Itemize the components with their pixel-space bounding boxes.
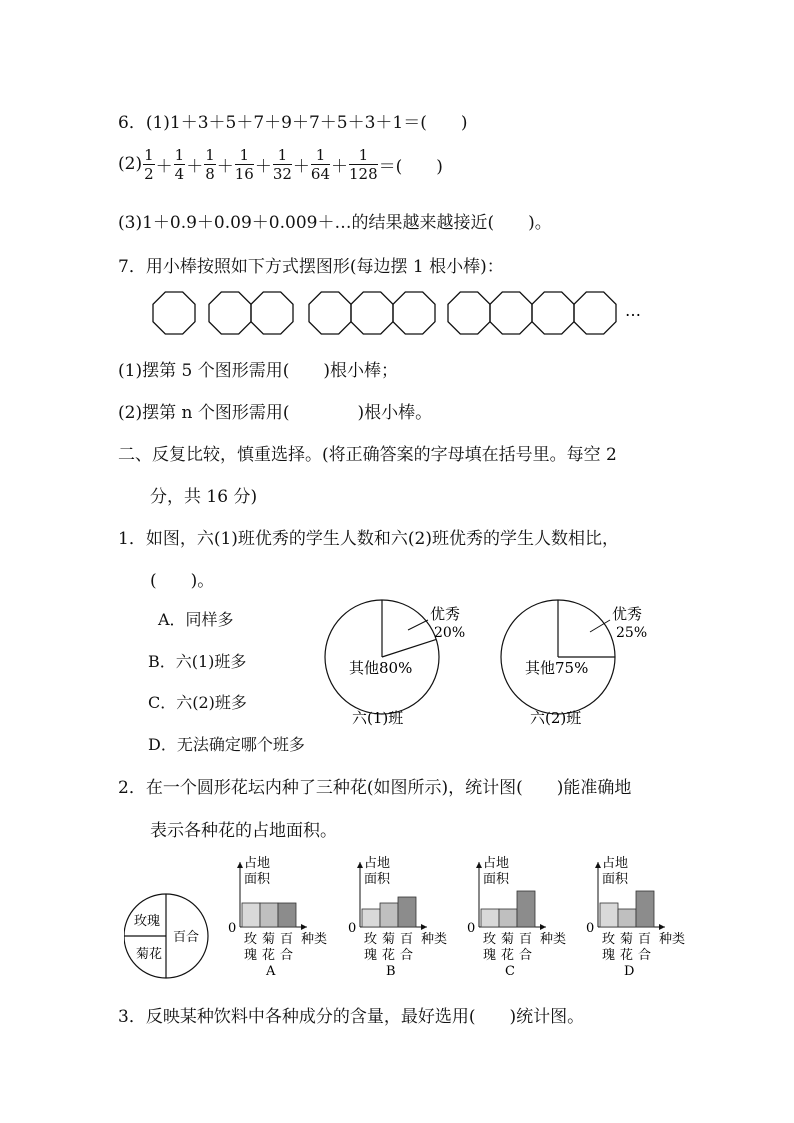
pie1-excellent-value: 20% (434, 625, 466, 641)
s2q2-stem: 2．在一个圆形花坛内种了三种花(如图所示)，统计图( )能准确地 (118, 778, 632, 798)
category-label: 玫 (244, 932, 258, 947)
x-axis-arrow (301, 924, 307, 930)
fraction (349, 146, 378, 183)
s2q2-stem-cont: 表示各种花的占地面积。 (150, 821, 337, 841)
fraction (204, 146, 216, 183)
plus-sign: ＋ (254, 157, 272, 177)
y-axis-label: 面积 (602, 872, 629, 887)
y-axis-arrow (595, 862, 601, 868)
y-axis-label: 占地 (483, 856, 510, 871)
category-label: 玫 (364, 932, 378, 947)
s2q1-option-a: A．同样多 (158, 610, 234, 629)
category-label: 合 (519, 948, 533, 963)
bar (636, 891, 654, 927)
flower-bed-diagram (124, 894, 208, 978)
category-label: 花 (382, 948, 396, 963)
fraction-denominator: 64 (310, 165, 331, 183)
s2q1-option-c: C．六(2)班多 (148, 693, 247, 712)
pie2-excellent-label: 优秀 (612, 605, 643, 623)
q7-stem: 7．用小棒按照如下方式摆图形(每边摆 1 根小棒)： (118, 257, 504, 277)
q6-part2 (118, 146, 443, 183)
fraction-numerator: 1 (311, 146, 330, 165)
octagon-shape (251, 292, 293, 334)
x-axis-arrow (421, 924, 427, 930)
category-label: 花 (620, 948, 634, 963)
category-label: 瑰 (483, 948, 497, 963)
fraction (174, 146, 186, 183)
fraction-numerator: 1 (273, 146, 292, 165)
category-label: 菊 (501, 932, 515, 947)
plus-sign: ＋ (216, 157, 234, 177)
fraction-denominator: 32 (272, 165, 292, 183)
fraction-denominator: 4 (174, 165, 185, 183)
pie1-excellent-label: 优秀 (430, 605, 461, 623)
fraction-numerator: 1 (349, 146, 378, 165)
chart-title: C (505, 964, 515, 979)
y-axis-label: 占地 (602, 856, 629, 871)
figure-ellipsis: … (625, 301, 641, 320)
bar-chart-a (228, 855, 327, 979)
fraction-numerator: 1 (144, 146, 154, 164)
category-label: 瑰 (602, 948, 616, 963)
pie1-other-label: 其他80% (349, 659, 413, 677)
flower-bed-lily: 百合 (173, 930, 200, 945)
origin-label: 0 (467, 921, 476, 936)
x-axis-arrow (540, 924, 546, 930)
y-axis-arrow (237, 862, 243, 868)
flower-bed-chrysanthemum: 菊花 (136, 947, 163, 962)
origin-label: 0 (348, 921, 357, 936)
category-label: 合 (638, 948, 652, 963)
bar (278, 903, 296, 927)
y-axis-label: 占地 (244, 856, 271, 871)
pie-charts (320, 592, 660, 732)
q6-part2-prefix: (2) (118, 154, 143, 174)
plus-sign: ＋ (155, 157, 173, 177)
octagon-shape (448, 292, 490, 334)
category-label: 菊 (620, 932, 634, 947)
y-axis-label: 占地 (364, 856, 391, 871)
q6-part1: 6．(1)1＋3＋5＋7＋9＋7＋5＋3＋1＝( ) (118, 113, 468, 133)
pie1-caption: 六(1)班 (352, 709, 404, 727)
category-label: 花 (262, 948, 276, 963)
bar-chart-d (586, 855, 685, 979)
bar (362, 909, 380, 927)
x-axis-arrow (659, 924, 665, 930)
octagon-shape (490, 292, 532, 334)
octagon-shape (351, 292, 393, 334)
fraction (311, 146, 330, 183)
category-label: 百 (638, 932, 652, 947)
bar (260, 903, 278, 927)
y-axis-label: 面积 (364, 872, 391, 887)
pie-class2 (501, 600, 647, 727)
chart-title: B (386, 964, 396, 979)
y-axis-arrow (357, 862, 363, 868)
octagon-shape (309, 292, 351, 334)
category-label: 菊 (262, 932, 276, 947)
pie2-excellent-value: 25% (616, 625, 648, 641)
category-label: 合 (280, 948, 294, 963)
category-label: 菊 (382, 932, 396, 947)
bar-charts (228, 855, 685, 979)
category-label: 百 (400, 932, 414, 947)
s2q1-blank: ( )。 (150, 571, 215, 591)
flower-bed-rose: 玫瑰 (134, 914, 161, 929)
fraction (143, 146, 155, 183)
fraction-denominator: 128 (349, 165, 378, 183)
bar (481, 909, 499, 927)
q6-part3: (3)1＋0.9＋0.09＋0.009＋…的结果越来越接近( )。 (118, 213, 552, 233)
fraction (235, 146, 254, 183)
section2-title-cont: 分，共 16 分) (150, 487, 258, 507)
category-label: 百 (519, 932, 533, 947)
pie-class1 (325, 600, 465, 727)
octagon-shape (532, 292, 574, 334)
category-label: 花 (501, 948, 515, 963)
fraction-denominator: 16 (234, 165, 254, 183)
s2q3-stem: 3．反映某种饮料中各种成分的含量，最好选用( )统计图。 (118, 1007, 585, 1027)
s2q1-option-b: B．六(1)班多 (148, 652, 247, 671)
y-axis-label: 面积 (483, 872, 510, 887)
section2-title: 二、反复比较，慎重选择。(将正确答案的字母填在括号里。每空 2 (118, 445, 617, 465)
fraction-denominator: 2 (144, 165, 154, 183)
bar (618, 909, 636, 927)
plus-sign: ＋ (292, 157, 310, 177)
bar-chart-b (348, 855, 447, 979)
bar (517, 891, 535, 927)
bar (242, 903, 260, 927)
category-label: 百 (280, 932, 294, 947)
octagon-shape (209, 292, 251, 334)
fraction-denominator: 8 (205, 165, 215, 183)
category-label: 玫 (602, 932, 616, 947)
q7-part2: (2)摆第 n 个图形需用( )根小棒。 (118, 403, 433, 423)
y-axis-arrow (476, 862, 482, 868)
bar (600, 903, 618, 927)
plus-sign: ＋ (186, 157, 204, 177)
pie2-other-label: 其他75% (525, 659, 589, 677)
x-axis-label: 种类 (301, 932, 328, 947)
chart-title: A (266, 964, 276, 979)
q7-part1: (1)摆第 5 个图形需用( )根小棒； (118, 361, 398, 381)
octagon-shape (393, 292, 435, 334)
bar (398, 897, 416, 927)
category-label: 瑰 (244, 948, 258, 963)
origin-label: 0 (586, 921, 595, 936)
category-label: 瑰 (364, 948, 378, 963)
chart-title: D (624, 964, 635, 979)
bar (380, 903, 398, 927)
octagon-shape (153, 292, 195, 334)
fraction-numerator: 1 (205, 146, 215, 164)
fraction (273, 146, 292, 183)
bar (499, 909, 517, 927)
fraction-numerator: 1 (235, 146, 254, 165)
pie2-caption: 六(2)班 (530, 709, 582, 727)
x-axis-label: 种类 (540, 932, 567, 947)
fraction-numerator: 1 (174, 146, 185, 164)
origin-label: 0 (228, 921, 237, 936)
octagon-shape (574, 292, 616, 334)
s2q1-option-d: D．无法确定哪个班多 (148, 735, 305, 754)
octagon-figures (140, 286, 660, 342)
category-label: 合 (400, 948, 414, 963)
y-axis-label: 面积 (244, 872, 271, 887)
s2q1-stem: 1．如图，六(1)班优秀的学生人数和六(2)班优秀的学生人数相比， (118, 529, 619, 549)
flower-bed-figures (124, 848, 704, 983)
plus-sign: ＋ (331, 157, 349, 177)
q6-part2-suffix: ＝( ) (378, 157, 443, 177)
x-axis-label: 种类 (421, 932, 448, 947)
bar-chart-c (467, 855, 566, 979)
x-axis-label: 种类 (659, 932, 686, 947)
category-label: 玫 (483, 932, 497, 947)
